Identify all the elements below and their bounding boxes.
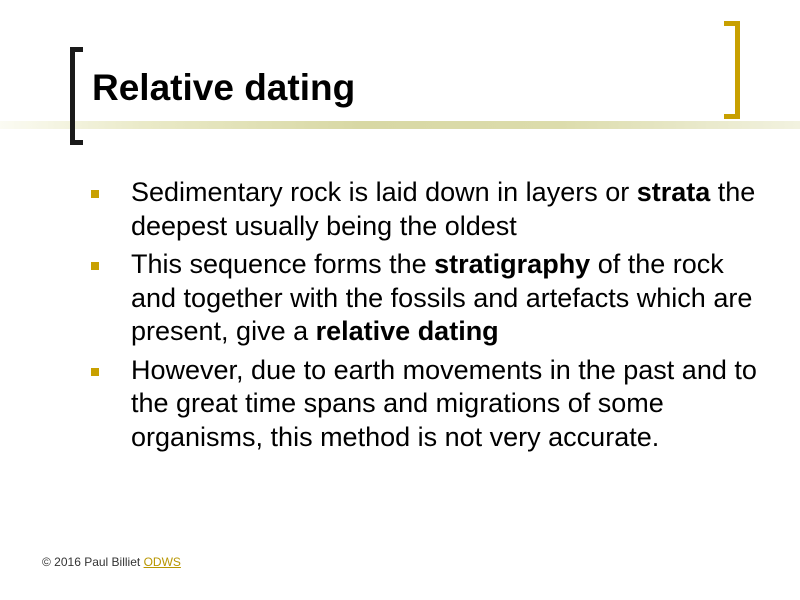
bullet-text-part: the deepest usually being the oldest: [131, 177, 756, 241]
bullet-list: [91, 176, 771, 459]
bullet-keyword: stratigraphy: [434, 249, 591, 279]
bullet-square-icon: [91, 190, 99, 198]
bullet-item: [91, 354, 771, 455]
slide-title: Relative dating: [92, 67, 356, 108]
bullet-text: [131, 355, 757, 452]
bullet-item: [91, 248, 771, 349]
bullet-text: [131, 177, 755, 241]
left-bracket-decoration: [70, 47, 83, 145]
bullet-text-part: However, due to earth movements in the past and to the great time spans and migrations of some organisms, this method is not very accurate.: [131, 354, 757, 452]
bullet-text-part: Sedimentary rock is laid down in layers or: [131, 177, 637, 207]
right-bracket-decoration: [724, 21, 740, 119]
header-rule: [0, 121, 800, 129]
bullet-keyword: relative dating: [315, 316, 499, 346]
bullet-item: [91, 176, 771, 243]
odws-link[interactable]: ODWS: [143, 555, 181, 569]
bullet-text-part: This sequence forms the: [131, 249, 435, 279]
bullet-text: [131, 249, 752, 346]
bullet-text-part: of the rock and together with the fossils and artefacts which are present, give a: [131, 249, 753, 346]
bullet-square-icon: [91, 368, 99, 376]
copyright-text: © 2016 Paul Billiet: [42, 555, 144, 569]
bullet-square-icon: [91, 262, 99, 270]
footer: [42, 554, 181, 570]
bullet-keyword: strata: [636, 177, 711, 207]
